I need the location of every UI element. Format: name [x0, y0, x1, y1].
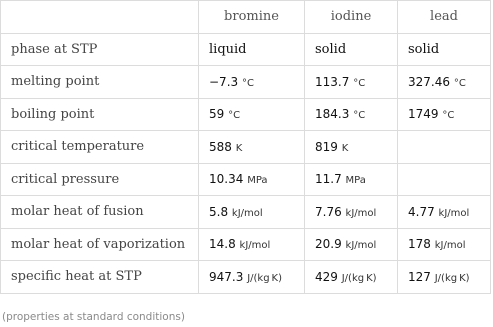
table-cell	[199, 131, 305, 164]
table-row	[1, 33, 491, 66]
cell-unit: kJ/mol	[345, 207, 377, 219]
cell-unit: MPa	[247, 175, 268, 187]
cell-unit: MPa	[345, 175, 366, 187]
cell-unit: J/(kg K)	[434, 272, 470, 284]
table-row	[1, 228, 491, 261]
cell-value: 4.77	[408, 204, 435, 219]
table-cell	[398, 261, 491, 294]
cell-value: 113.7	[315, 74, 350, 89]
row-label: boiling point	[1, 98, 199, 131]
table-cell	[199, 33, 305, 66]
table-cell	[305, 131, 398, 164]
cell-value: 11.7	[315, 172, 342, 187]
table-cell	[398, 98, 491, 131]
header-corner	[1, 1, 199, 34]
cell-unit: kJ/mol	[231, 207, 263, 219]
table-cell	[199, 228, 305, 261]
table-cell	[305, 261, 398, 294]
row-label: melting point	[1, 66, 199, 99]
cell-value: 59	[209, 107, 225, 122]
cell-value: 819	[315, 139, 338, 154]
table-cell	[398, 228, 491, 261]
cell-unit: °C	[453, 77, 466, 89]
table-cell	[199, 196, 305, 229]
cell-unit: kJ/mol	[345, 240, 377, 252]
cell-value: 429	[315, 269, 338, 284]
cell-value: 588	[209, 139, 232, 154]
cell-value: 127	[408, 269, 431, 284]
footnote: (properties at standard conditions)	[2, 311, 185, 323]
cell-unit: K	[235, 142, 243, 154]
cell-value: 10.34	[209, 172, 244, 187]
table-row	[1, 196, 491, 229]
cell-value: 947.3	[209, 269, 244, 284]
cell-value: liquid	[209, 41, 247, 57]
table-row	[1, 98, 491, 131]
cell-value: 327.46	[408, 74, 450, 89]
table-cell-empty	[398, 163, 491, 196]
cell-unit: kJ/mol	[239, 240, 271, 252]
table-cell	[398, 33, 491, 66]
cell-unit: kJ/mol	[434, 240, 466, 252]
cell-unit: J/(kg K)	[341, 272, 377, 284]
cell-value: solid	[315, 41, 347, 57]
table-cell	[199, 261, 305, 294]
row-label: phase at STP	[1, 33, 199, 66]
row-label: molar heat of fusion	[1, 196, 199, 229]
cell-unit: K	[341, 142, 349, 154]
table-cell-empty	[398, 131, 491, 164]
table-row	[1, 261, 491, 294]
table-cell	[398, 196, 491, 229]
column-header-lead: lead	[398, 1, 491, 34]
table-row	[1, 66, 491, 99]
cell-value: 1749	[408, 107, 439, 122]
column-header-bromine: bromine	[199, 1, 305, 34]
cell-unit: kJ/mol	[438, 207, 470, 219]
cell-value: 7.76	[315, 204, 342, 219]
cell-unit: °C	[353, 77, 366, 89]
table-cell	[398, 66, 491, 99]
table-cell	[305, 163, 398, 196]
cell-value: −7.3	[209, 74, 239, 89]
cell-value: 14.8	[209, 237, 236, 252]
cell-unit: °C	[228, 110, 241, 122]
cell-value: 20.9	[315, 237, 342, 252]
table-cell	[305, 228, 398, 261]
table-cell	[199, 66, 305, 99]
column-header-iodine: iodine	[305, 1, 398, 34]
cell-unit: °C	[442, 110, 455, 122]
row-label: molar heat of vaporization	[1, 228, 199, 261]
table-cell	[305, 66, 398, 99]
cell-unit: J/(kg K)	[247, 272, 283, 284]
table-cell	[199, 98, 305, 131]
cell-value: 5.8	[209, 204, 229, 219]
table-cell	[305, 33, 398, 66]
row-label: specific heat at STP	[1, 261, 199, 294]
table-row	[1, 163, 491, 196]
cell-value: 178	[408, 237, 431, 252]
cell-unit: °C	[353, 110, 366, 122]
row-label: critical pressure	[1, 163, 199, 196]
header-row	[1, 1, 491, 34]
table-cell	[305, 98, 398, 131]
cell-value: solid	[408, 41, 440, 57]
table-cell	[199, 163, 305, 196]
cell-value: 184.3	[315, 107, 350, 122]
table-cell	[305, 196, 398, 229]
row-label: critical temperature	[1, 131, 199, 164]
table-row	[1, 131, 491, 164]
cell-unit: °C	[241, 77, 254, 89]
